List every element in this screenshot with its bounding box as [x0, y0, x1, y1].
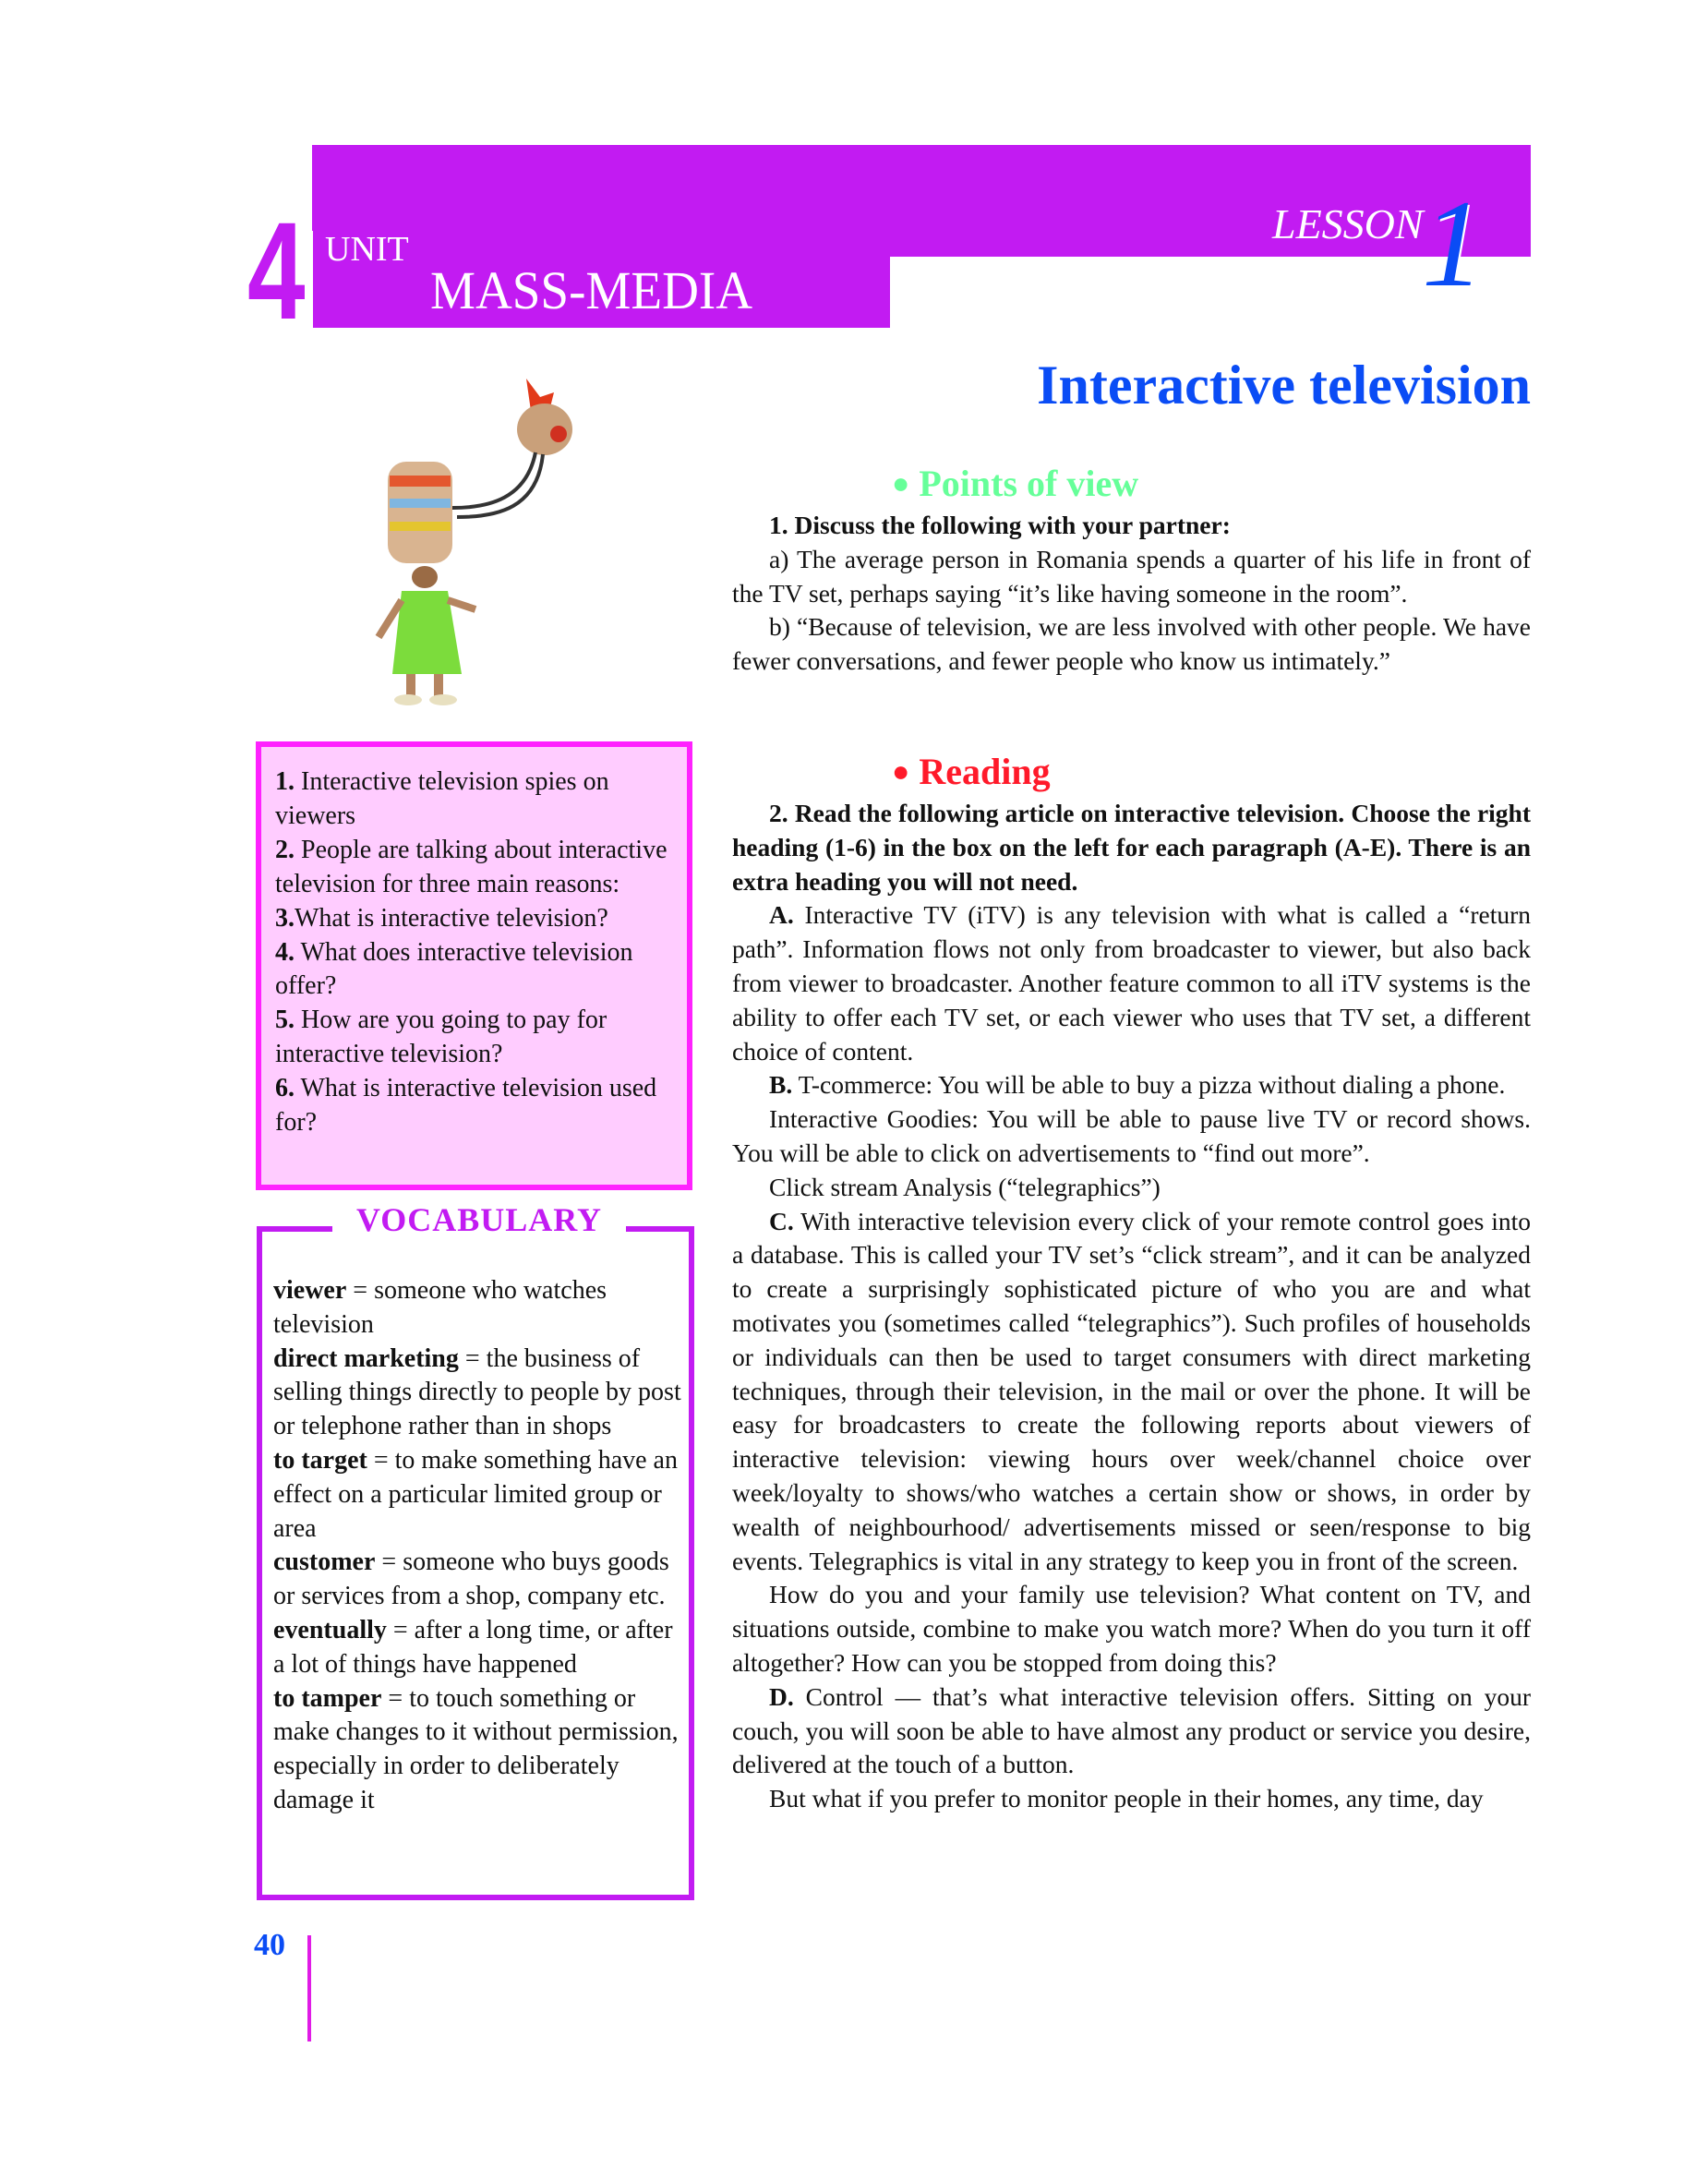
- paragraph-label: B.: [769, 1070, 793, 1100]
- points-of-view-body: [732, 509, 1531, 679]
- unit-label: UNIT: [325, 230, 409, 269]
- reading-body: [732, 797, 1531, 1816]
- page-number-divider: [307, 1935, 311, 2041]
- paragraph-label: D.: [769, 1681, 794, 1711]
- article-paragraph: [732, 1680, 1531, 1782]
- section-heading-reading: [892, 750, 1051, 793]
- lesson-number: 1: [1422, 175, 1485, 313]
- heading-item: 1. Interactive television spies on viewers: [275, 767, 609, 830]
- unit-number-divider: [307, 231, 313, 329]
- paragraph-text: Interactive TV (iTV) is any television with what is called a “return path”. Information flows not only from broadcaster to viewer, but also back from viewer to broadcaster. Another feature common to all iTV systems is the ability to offer each TV set, or each viewer who uses that TV set, a different choice of content.: [732, 900, 1531, 1066]
- paragraph-text: Click stream Analysis (“telegraphics”): [769, 1172, 1161, 1201]
- bullet-icon: ●: [892, 754, 910, 788]
- paragraph-a: a) The average person in Romania spends a quarter of his life in front of the TV set, perhaps saying “it’s like having someone in the room”.: [732, 544, 1531, 608]
- task-2: 2. Read the following article on interactive television. Choose the right heading (1-6) in the box on the left for each paragraph (A-E). There is an extra heading you will not need.: [732, 799, 1531, 896]
- article-paragraph: [732, 1205, 1531, 1579]
- headings-box: [256, 741, 692, 1190]
- paragraph-text: With interactive television every click of your remote control goes into a database. This is called your TV set’s “click stream”, and it can be analyzed to create a surprisingly sophisticated picture of who you are and what motivates you (sometimes called “telegraphics”). Such profiles of households or individuals can then be used to target consumers with direct marketing techniques, through their television, in the mail or over the phone. It will be easy for broadcasters to create the following reports about viewers of interactive television: viewing hours over week/channel choice over week/loyalty to shows/who watches a certain show or shows, in order by wealth of neighbourhood/ advertisements missed or seen/response to big events. Telegraphics is vital in any strategy to keep you in front of the screen.: [732, 1206, 1531, 1575]
- heading-item: 5. How are you going to pay for interactive television?: [275, 1006, 607, 1069]
- paragraph-label: C.: [769, 1206, 794, 1235]
- unit-number: 4: [247, 193, 306, 348]
- heading-item: 6. What is interactive television used for?: [275, 1074, 657, 1138]
- paragraph-label: A.: [769, 900, 794, 930]
- article-paragraph: [732, 898, 1531, 1068]
- article-paragraph: [732, 1171, 1531, 1205]
- vocab-entry: to tamper = to touch something or make changes to it without permission, especially in order to deliberately damage it: [273, 1683, 679, 1814]
- heading-item: 2. People are talking about interactive television for three main reasons:: [275, 835, 668, 898]
- task-1: 1. Discuss the following with your partner:: [769, 511, 1231, 539]
- vocabulary-box: [257, 1226, 694, 1900]
- points-of-view-label: Points of view: [919, 463, 1139, 504]
- vocab-entry: to target = to make something have an effect on a particular limited group or area: [273, 1445, 678, 1543]
- vocab-entry: viewer = someone who watches television: [273, 1276, 607, 1339]
- article-paragraph: [732, 1782, 1531, 1816]
- paragraph-b: b) “Because of television, we are less involved with other people. We have fewer conversations, and fewer people who know us intimately.”: [732, 612, 1531, 676]
- lesson-label: LESSON: [1272, 200, 1424, 247]
- bullet-icon: ●: [892, 466, 910, 500]
- paragraph-text: Interactive Goodies: You will be able to pause live TV or record shows. You will be able to click on advertisements to “find out more”.: [732, 1104, 1531, 1167]
- heading-item: 4. What does interactive television offer?: [275, 937, 633, 1001]
- vocab-entry: eventually = after a long time, or after a lot of things have happened: [273, 1615, 673, 1679]
- article-paragraph: [732, 1068, 1531, 1102]
- article-paragraph: [732, 1578, 1531, 1680]
- tv-character-illustration: [369, 369, 600, 711]
- paragraph-text: But what if you prefer to monitor people in their homes, any time, day: [769, 1784, 1484, 1813]
- section-heading-points-of-view: [892, 462, 1138, 505]
- vocabulary-title: VOCABULARY: [332, 1197, 626, 1243]
- paragraph-text: How do you and your family use television? What content on TV, and situations outside, combine to make you watch more? When do you turn it off altogether? How can you be stopped from doing this?: [732, 1580, 1531, 1677]
- article-paragraph: [732, 1102, 1531, 1171]
- paragraph-text: T-commerce: You will be able to buy a pizza without dialing a phone.: [792, 1070, 1506, 1100]
- heading-item: 3.What is interactive television?: [275, 903, 608, 933]
- vocab-entry: direct marketing = the business of selling things directly to people by post or telephone rather than in shops: [273, 1343, 681, 1441]
- paragraph-text: Control — that’s what interactive television offers. Sitting on your couch, you will soon be able to have almost any product or service you desire, delivered at the touch of a button.: [732, 1681, 1531, 1779]
- unit-title: MASS-MEDIA: [430, 260, 753, 320]
- vocab-entry: customer = someone who buys goods or services from a shop, company etc.: [273, 1548, 669, 1611]
- page-number: 40: [254, 1928, 285, 1962]
- page-title: Interactive television: [1037, 355, 1531, 416]
- reading-label: Reading: [919, 751, 1051, 792]
